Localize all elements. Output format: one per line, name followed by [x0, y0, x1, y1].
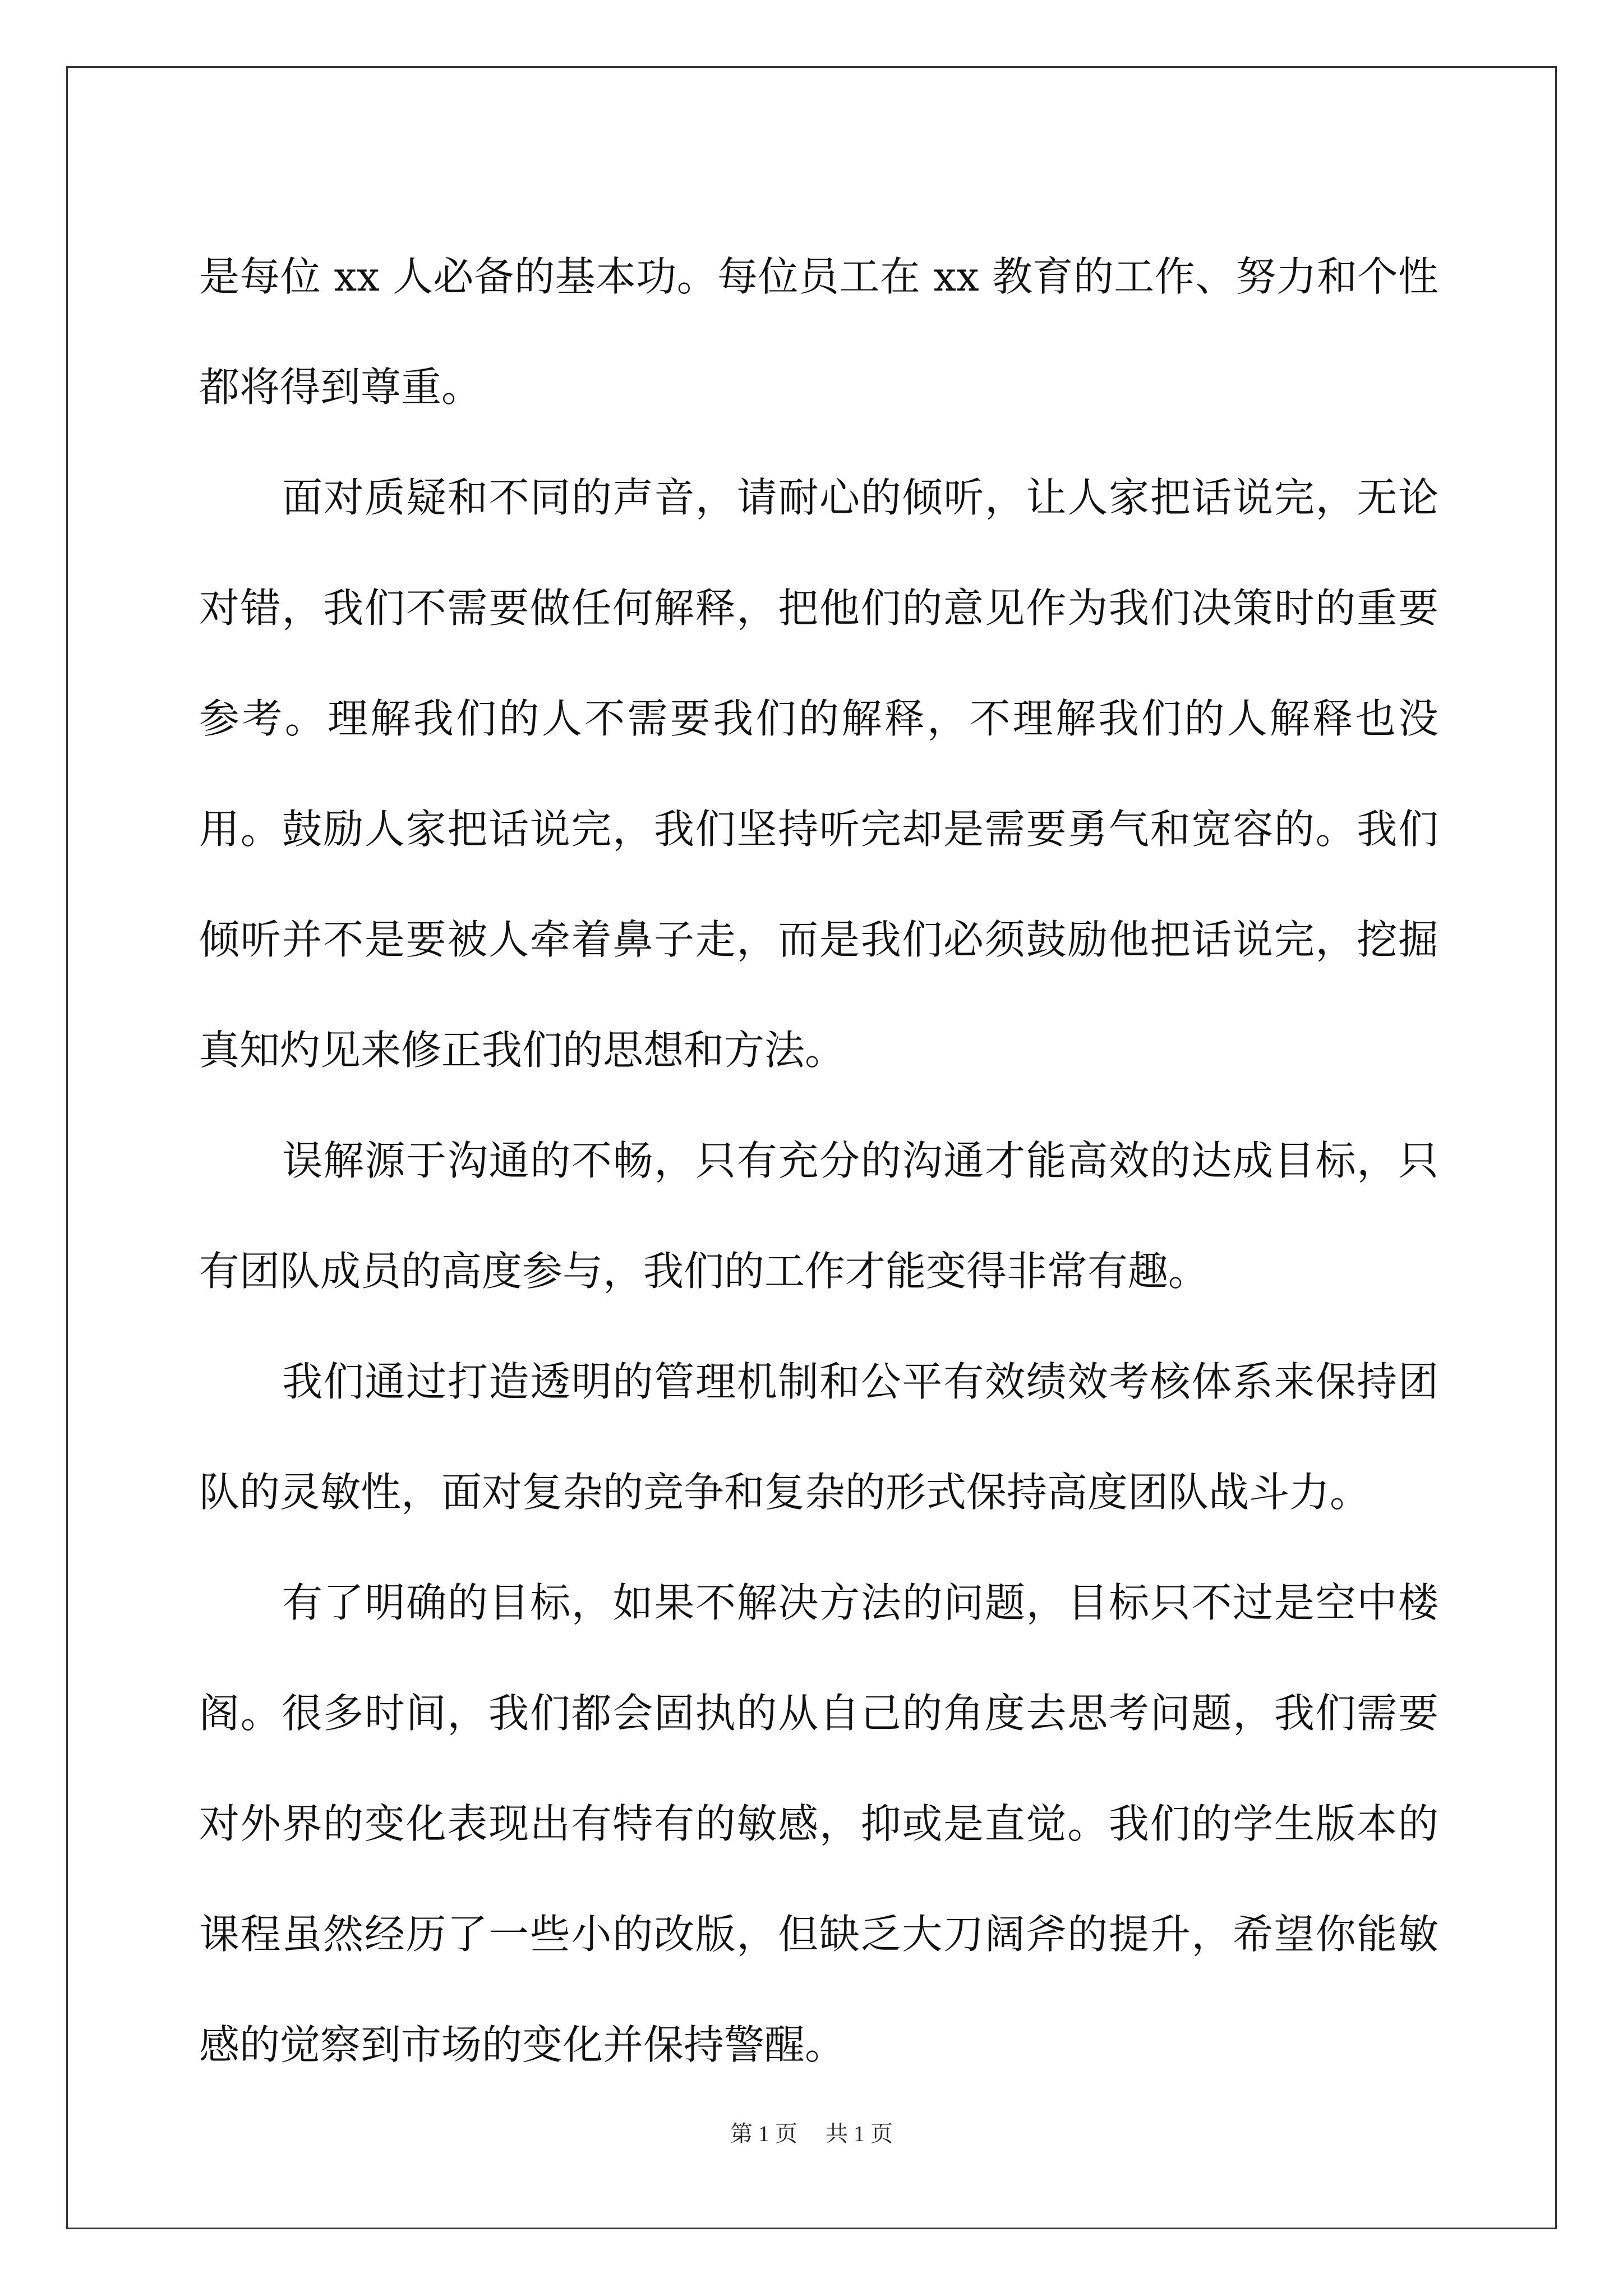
paragraph-1: 是每位 xx 人必备的基本功。每位员工在 xx 教育的工作、努力和个性都将得到尊重。	[199, 253, 1438, 411]
paragraph-5: 有了明确的目标，如果不解决方法的问题，目标只不过是空中楼阁。很多时间，我们都会固执的从自己的角度去思考问题，我们需要对外界的变化表现出有特有的敏感，抑或是直觉。我们的学生版本的课程虽然经历了一些小的改版，但缺乏大刀阔斧的提升，希望你能敏感的觉察到市场的变化并保持警醒。	[199, 1579, 1438, 2068]
paragraph-4: 我们通过打造透明的管理机制和公平有效绩效考核体系来保持团队的灵敏性，面对复杂的竞争和复杂的形式保持高度团队战斗力。	[199, 1358, 1438, 1516]
page-total: 共 1 页	[826, 2121, 893, 2146]
document-body	[199, 222, 1438, 2100]
page-number: 第 1 页	[730, 2121, 797, 2146]
paragraph-3: 误解源于沟通的不畅，只有充分的沟通才能高效的达成目标，只有团队成员的高度参与，我们的工作才能变得非常有趣。	[199, 1137, 1438, 1295]
paragraph-2: 面对质疑和不同的声音，请耐心的倾听，让人家把话说完，无论对错，我们不需要做任何解释，把他们的意见作为我们决策时的重要参考。理解我们的人不需要我们的解释，不理解我们的人解释也没用。鼓励人家把话说完，我们坚持听完却是需要勇气和宽容的。我们倾听并不是要被人牵着鼻子走，而是我们必须鼓励他把话说完，挖掘真知灼见来修正我们的思想和方法。	[199, 474, 1438, 1074]
page-footer	[0, 2120, 1623, 2147]
